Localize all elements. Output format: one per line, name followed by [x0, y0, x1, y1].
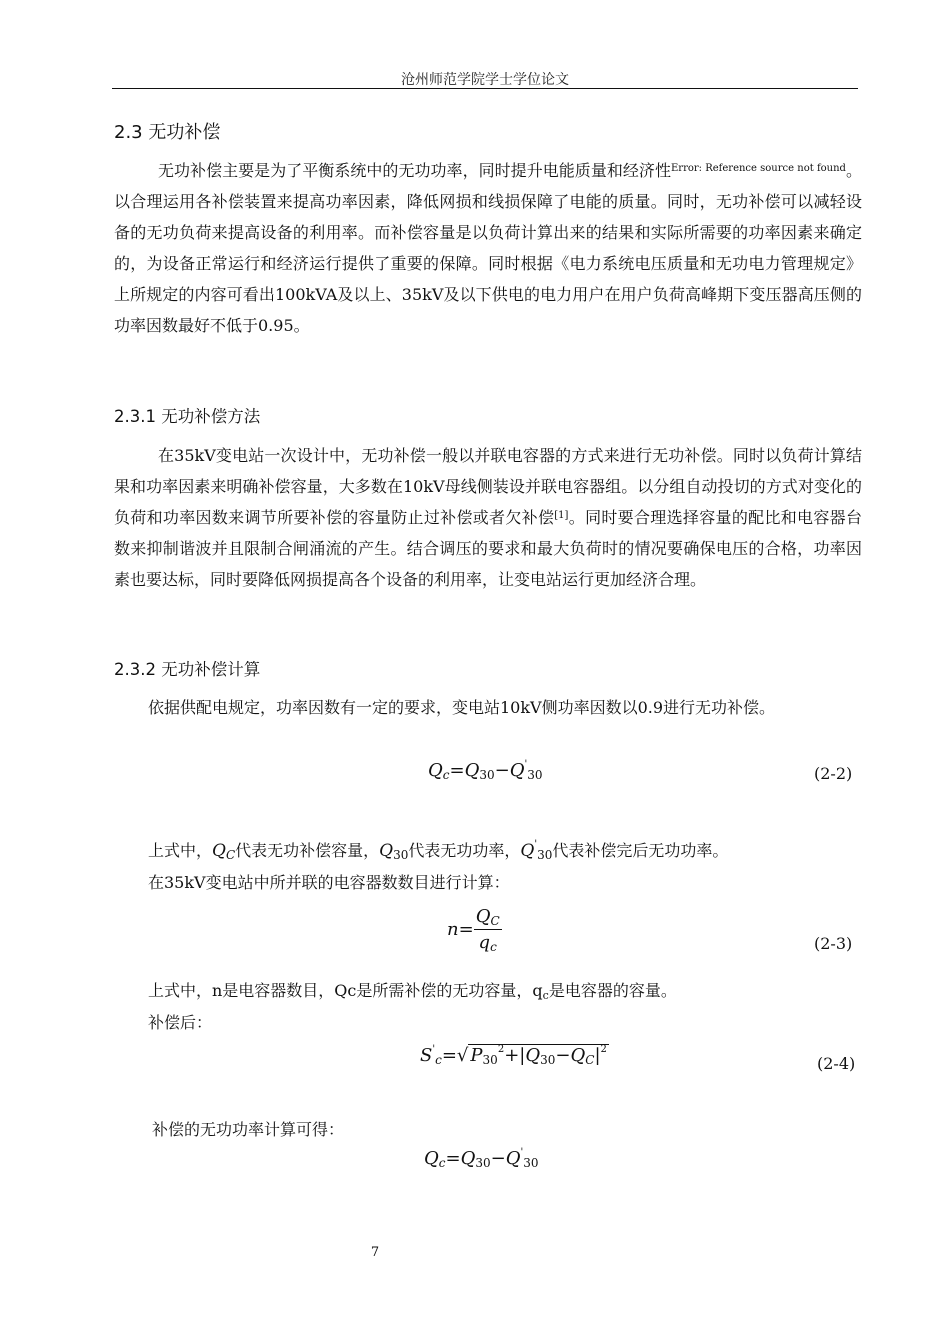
math-symbol: n — [447, 919, 459, 940]
paragraph-text: 。同时要合理选择容量的配比和电容器台数来抑制谐波并且限制合闸涌流的产生。结合调压的要求和最大负荷时的情况要确保电压的合格，功率因素也要达标，同时要降低网损提高各个设备的利用率，让变电站运行更加经济合理。 — [114, 508, 862, 589]
math-symbol: Q — [525, 1045, 541, 1066]
math-symbol: q — [478, 932, 491, 953]
math-symbol: Q — [475, 906, 491, 927]
explanation-line-5: 补偿的无功功率计算可得： — [152, 1120, 345, 1139]
math-subscript: C — [490, 914, 500, 928]
math-exponent: 2 — [600, 1044, 607, 1055]
header-rule — [112, 88, 858, 89]
equation-2-3 — [447, 906, 502, 953]
paragraph-text: 无功补偿主要是为了平衡系统中的无功功率，同时提升电能质量和经济性 — [158, 161, 671, 180]
equation-number-2-2: (2-2) — [814, 764, 853, 783]
math-operator: = — [458, 919, 474, 940]
math-prime: ' — [520, 1147, 524, 1158]
math-subscript: c — [442, 768, 450, 782]
math-subscript: 30 — [523, 1156, 539, 1170]
math-radicand — [468, 1044, 609, 1066]
math-operator: − — [494, 760, 510, 781]
text: 代表无功功率， — [408, 841, 521, 860]
math-subscript: 30 — [540, 1053, 556, 1067]
math-symbol: Q — [379, 841, 394, 861]
math-subscript: c — [438, 1156, 446, 1170]
paragraph-text: 。以合理运用各补偿装置来提高功率因素，降低网损和线损保障了电能的质量。同时，无功补偿可以减轻设备的无功负荷来提高设备的利用率。而补偿容量是以负荷计算出来的结果和实际所需要的功率因素来确定的，为设备正常运行和经济运行提供了重要的保障。同时根据《电力系统电压质量和无功电力管理规定》上所规定的内容可看出100kVA及以上、35kV及以下供电的电力用户在用户负荷高峰期下变压器高压侧的功率因数最好不低于0.95。 — [114, 161, 862, 335]
equation-2-4 — [420, 1044, 609, 1066]
math-abs-bar: | — [519, 1045, 526, 1066]
math-prime: ' — [534, 839, 538, 850]
math-operator: − — [555, 1045, 571, 1066]
math-operator: + — [504, 1045, 520, 1066]
math-subscript: 30 — [527, 768, 543, 782]
math-abs-bar: | — [594, 1045, 601, 1066]
citation-ref: [1] — [554, 510, 569, 521]
text: 上式中，n是电容器数目，Qc是所需补偿的无功容量，q — [148, 981, 543, 1000]
equation-number-2-3: (2-3) — [814, 934, 853, 953]
math-symbol: Q — [428, 760, 443, 781]
math-symbol: Q — [460, 1148, 476, 1169]
math-symbol: S — [420, 1045, 433, 1066]
paragraph-2-3-2 — [114, 692, 862, 723]
math-fraction — [474, 906, 502, 953]
math-symbol: Q — [520, 841, 535, 861]
paragraph-text: 依据供配电规定，功率因数有一定的要求，变电站10kV侧功率因数以0.9进行无功补偿。 — [148, 698, 776, 717]
text: 是电容器的容量。 — [548, 981, 677, 1000]
paragraph-2-3-1 — [114, 440, 862, 595]
paragraph-2-3 — [114, 155, 862, 341]
section-heading-2-3-2: 2.3.2 无功补偿计算 — [114, 660, 261, 679]
math-operator: = — [441, 1045, 457, 1066]
math-subscript: 30 — [537, 848, 553, 862]
text: 代表无功补偿容量， — [235, 841, 380, 860]
paragraph-text: 在35kV变电站一次设计中，无功补偿一般以并联电容器的方式来进行无功补偿。同时以负荷计算结果和功率因素来明确补偿容量，大多数在10kV母线侧装设并联电容器组。以分组自动投切的方式对变化的负荷和功率因数来调节所要补偿的容量防止过补偿或者欠补偿 — [114, 446, 862, 527]
math-subscript: 30 — [479, 768, 495, 782]
math-prime: ' — [524, 759, 528, 770]
math-symbol: P — [470, 1045, 483, 1066]
explanation-line-1 — [148, 838, 728, 861]
math-symbol: Q — [464, 760, 480, 781]
text: 代表补偿完后无功功率。 — [552, 841, 729, 860]
explanation-line-2: 在35kV变电站中所并联的电容器数数目进行计算： — [148, 873, 510, 892]
math-subscript: C — [585, 1053, 595, 1067]
page-number: 7 — [370, 1245, 380, 1260]
math-exponent: 2 — [497, 1044, 505, 1055]
math-subscript: 30 — [482, 1053, 498, 1067]
math-subscript: C — [225, 848, 236, 862]
math-radical: √ — [456, 1045, 469, 1066]
math-symbol: Q — [424, 1148, 439, 1169]
math-subscript: 30 — [393, 848, 409, 862]
math-subscript: c — [490, 940, 497, 954]
math-subscript: c — [542, 989, 549, 1002]
math-operator: = — [449, 760, 465, 781]
section-heading-2-3-1: 2.3.1 无功补偿方法 — [114, 407, 261, 426]
text: 上式中， — [148, 841, 213, 860]
equation-number-2-4: (2-4) — [817, 1054, 856, 1073]
math-operator: = — [445, 1148, 461, 1169]
math-symbol: Q — [570, 1045, 586, 1066]
math-symbol: Q — [505, 1148, 521, 1169]
math-symbol: Q — [509, 760, 525, 781]
math-subscript: 30 — [475, 1156, 491, 1170]
equation-final — [424, 1148, 539, 1169]
explanation-line-4: 补偿后： — [148, 1013, 213, 1032]
section-heading-2-3: 2.3 无功补偿 — [114, 122, 221, 143]
math-symbol: Q — [212, 841, 226, 861]
running-header: 沧州师范学院学士学位论文 — [401, 72, 569, 88]
math-subscript: c — [435, 1053, 442, 1067]
equation-2-2 — [428, 760, 543, 781]
citation-error: Error: Reference source not found — [670, 163, 846, 174]
math-prime: ' — [432, 1044, 436, 1055]
math-operator: − — [490, 1148, 506, 1169]
explanation-line-3 — [148, 978, 677, 1001]
